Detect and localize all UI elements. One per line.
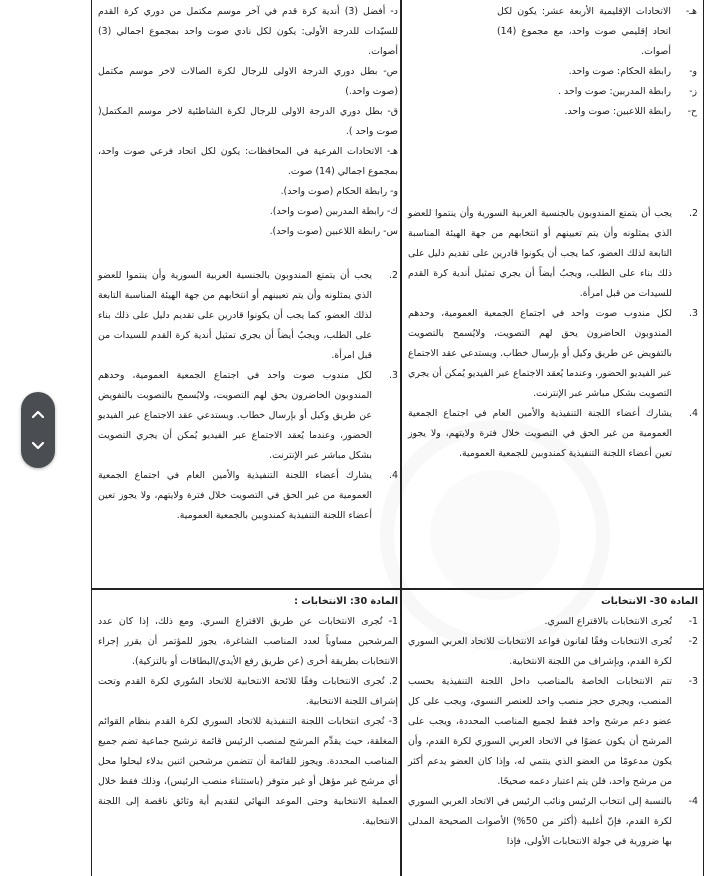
- item-text: بالنسبة إلى انتخاب الرئيس ونائب الرئيس في الاتحاد العربي السوري لكرة القدم، فإنّ أغلبية (أكثر من 50%) الأصوات الصحيحة المدلى بها ضرورية في جولة الانتخابات الأولى، فإذا: [408, 796, 673, 847]
- clause-item: [98, 62, 398, 102]
- right-mid-cell: [408, 204, 698, 464]
- clause-item: [98, 202, 398, 222]
- item-text: يجب أن يتمتع المندوبون بالجنسية العربية السورية وأن ينتموا للعضو الذي يمثلونه وأن يتم تعيينهم أو انتخابهم من جهة الهيئة المناسبة التابعة لذلك العضو، كما يجب أن يكونوا قادرين على تقديم دليل على ذلك بناء على الطلب، ويجبُ أيضاً أن يجري تمثيل أندية كرة القدم للسيدات من قبل امرأة.: [408, 208, 672, 299]
- article-title: المادة 30: الانتخابات :: [294, 596, 398, 607]
- clause-item: [497, 102, 697, 122]
- item-text: يجب أن يتمتع المندوبون بالجنسية العربية السورية وأن ينتموا للعضو الذي يمثلونه وأن يتم تعيينهم أو انتخابهم من جهة الهيئة المناسبة التابعة لذلك العضو، كما يجب أن يكونوا قادرين على تقديم دليل على ذلك بناء على الطلب، ويجبُ أيضاً أن يجري تمثيل أندية كرة القدم للسيدات من قبل امرأة.: [98, 270, 372, 361]
- chevron-down-icon: [31, 438, 45, 452]
- clause-item: [497, 82, 697, 102]
- paragraph-item: [98, 466, 398, 526]
- item-number: 2.: [689, 208, 698, 219]
- paragraph-item: [98, 366, 398, 466]
- item-text: لكل مندوب صوت واحد في اجتماع الجمعية العمومية، وحدهم المندوبون الحاضرون يحق لهم التصويت، ولايُسمح بالتصويت بالتفويض عن طريق وكيل أو بإرسال خطاب. ويستدعي عقد الاجتماع عبر الفيديو الحضور، وعندما يُعقد الاجتماع عبر الفيديو يُمكن أن يجري التصويت بشكل مباشر عبر الإنترنت.: [98, 370, 372, 461]
- item-text: و- رابطة الحكام (صوت واحد).: [280, 186, 398, 197]
- clause-item: [497, 62, 697, 82]
- item-text: يشارك أعضاء اللجنة التنفيذية والأمين العام في اجتماع الجمعية العمومية من غير الحق في التصويت خلال فترة ولايتهم، ولا يجوز تعين أعضاء اللجنة التنفيذية كمندوبين بالجمعية العمومية.: [98, 470, 372, 521]
- scroll-down-button[interactable]: [27, 434, 49, 456]
- left-top-cell: [98, 2, 398, 242]
- item-text: 3- تُجرى انتخابات اللجنة التنفيذية للاتحاد السوري لكرة القدم بنظام القوائم المغلقة، حيث يقدِّم المرشح لمنصب الرئيس قائمة ترشيح جماعية تضم جميع المناصب المحددة. ويجوز للقائمة أن تتضمن مرشحين اثنين بدلاء ليحلوا محل أي مرشح غير مؤهل أو غير متوفر (باستثناء منصب الرئيس)، وذلك فقط خلال العملية الانتخابية وحتى الموعد النهائي لتقديم أية وثائق ناقصة إلى اللجنة الانتخابية.: [98, 716, 398, 827]
- item-text: 2. تُجرى الانتخابات وفقًا للائحة الانتخابية للاتحاد السُوري لكرة القدم وتحت إشراف اللجنة الانتخابية.: [98, 676, 398, 707]
- clause-item: [98, 2, 398, 62]
- item-text: د- أفضل (3) أندية كرة قدم في آخر موسم مكتمل من دوري كرة القدم للسيّدات للدرجة الأولى: يكون لكل نادي صوت واحد بمجموع اجمالي (3) أصوات.: [98, 6, 398, 57]
- item-number: 4-: [688, 796, 698, 807]
- item-number: 4.: [689, 408, 698, 419]
- article-title: المادة 30- الانتخابات: [601, 596, 698, 607]
- right-top-cell: [497, 2, 697, 122]
- clause-item: [98, 222, 398, 242]
- item-text: رابطة المدربين: صوت واحد .: [558, 86, 671, 97]
- paragraph-item: [408, 404, 698, 464]
- page-scroll-control: [21, 392, 55, 468]
- item-text: ق- بطل دوري الدرجة الاولى للرجال لكرة الشاطئية لاخر موسم المكتمل( صوت واحد ).: [98, 106, 398, 137]
- item-number: ح-: [687, 106, 697, 117]
- left-article-30-cell: [98, 592, 398, 832]
- item-number: 1-: [688, 616, 698, 627]
- item-text: س- رابطة اللاعبين (صوت واحد).: [269, 226, 398, 237]
- clause-item: [98, 142, 398, 182]
- paragraph-item: [98, 612, 398, 672]
- item-text: لكل مندوب صوت واحد في اجتماع الجمعية العمومية، وحدهم المندوبون الحاضرون يحق لهم التصويت، ولايُسمح بالتصويت بالتفويض عن طريق وكيل أو بإرسال خطاب. ويستدعي عقد الاجتماع عبر الفيديو الحضور، وعندما يُعقد الاجتماع عبر الفيديو يُمكن أن يجري التصويت بشكل مباشر عبر الإنترنت.: [408, 308, 672, 399]
- item-number: 3-: [688, 676, 698, 687]
- item-number: 4.: [389, 470, 398, 481]
- paragraph-item: [98, 266, 398, 366]
- item-text: تتم الانتخابات الخاصة بالمناصب داخل اللجنة التنفيذية بحسب المنصب، ويجري حجز منصب واحد للعنصر النسوي، ويجب على كل عضو دعم مرشح واحد فقط لجميع المناصب المحددة، ويجب على المرشح أن يكون عضوًا في الاتحاد العربي السوري لكرة القدم، وأن يكون مدعومًا من العضو الذي ينتمي له، وإذا كان العضو يدعم أكثر من مرشح واحد، فلن يتم اعتبار دعمه صحيحًا.: [408, 676, 672, 787]
- paragraph-item: [408, 632, 698, 672]
- paragraph-item: [408, 672, 698, 792]
- clause-item: [98, 102, 398, 142]
- chevron-up-icon: [31, 408, 45, 422]
- item-number: 2-: [688, 636, 698, 647]
- paragraph-item: [408, 204, 698, 304]
- paragraph-item: [98, 712, 398, 832]
- clause-item: [497, 2, 697, 62]
- paragraph-item: [98, 672, 398, 712]
- item-text: تُجرى الانتخابات وفقًا لقانون قواعد الانتخابات للاتحاد العربي السوري لكرة القدم، وبإشراف من اللجنة الانتخابية.: [408, 636, 672, 667]
- item-number: 3.: [689, 308, 698, 319]
- item-number: 2.: [389, 270, 398, 281]
- item-text: ص- بطل دوري الدرجة الاولى للرجال لكرة الصالات لاخر موسم مكتمل (صوت واحد.): [98, 66, 398, 97]
- scroll-up-button[interactable]: [27, 404, 49, 426]
- column-divider: [400, 0, 402, 876]
- clause-item: [98, 182, 398, 202]
- item-number: 3.: [389, 370, 398, 381]
- paragraph-item: [408, 612, 698, 632]
- paragraph-item: [408, 304, 698, 404]
- item-text: رابطة اللاعبين: صوت واحد.: [564, 106, 671, 117]
- item-number: هـ-: [685, 6, 697, 17]
- paragraph-item: [408, 792, 698, 852]
- item-text: ك- رابطة المدربين (صوت واحد).: [269, 206, 398, 217]
- item-text: الاتحادات الإقليمية الأربعة عشر: يكون لكل اتحاد إقليمي صوت واحد، مع مجموع (14) أصوات.: [497, 6, 671, 57]
- item-text: يشارك أعضاء اللجنة التنفيذية والأمين العام في اجتماع الجمعية العمومية من غير الحق في التصويت خلال فترة ولايتهم، ولا يجوز تعين أعضاء اللجنة التنفيذية كمندوبين للجمعية العمومية.: [408, 408, 672, 459]
- item-text: 1- تُجرى الانتخابات عن طريق الاقتراع السري. ومع ذلك، إذا كان عدد المرشحين مساوياً لعدد المناصب الشاغرة، يجوز للمؤتمر أن يقرر إجراء الانتخابات بطريقة أخرى (عن طريق رفع الأيدي/البطاقات أو بالتزكية).: [98, 616, 398, 667]
- right-article-30-cell: [408, 592, 698, 852]
- item-text: هـ- الاتحادات الفرعية في المحافظات: يكون لكل اتحاد فرعي صوت واحد، بمجموع اجمالي (14) صوت.: [98, 146, 398, 177]
- item-number: ز-: [689, 86, 697, 97]
- left-mid-cell: [98, 266, 398, 526]
- item-text: تُجرى الانتخابات بالاقتراع السري.: [544, 616, 672, 627]
- item-text: رابطة الحكام: صوت واحد.: [568, 66, 671, 77]
- row-divider: [91, 588, 704, 590]
- item-number: و-: [689, 66, 697, 77]
